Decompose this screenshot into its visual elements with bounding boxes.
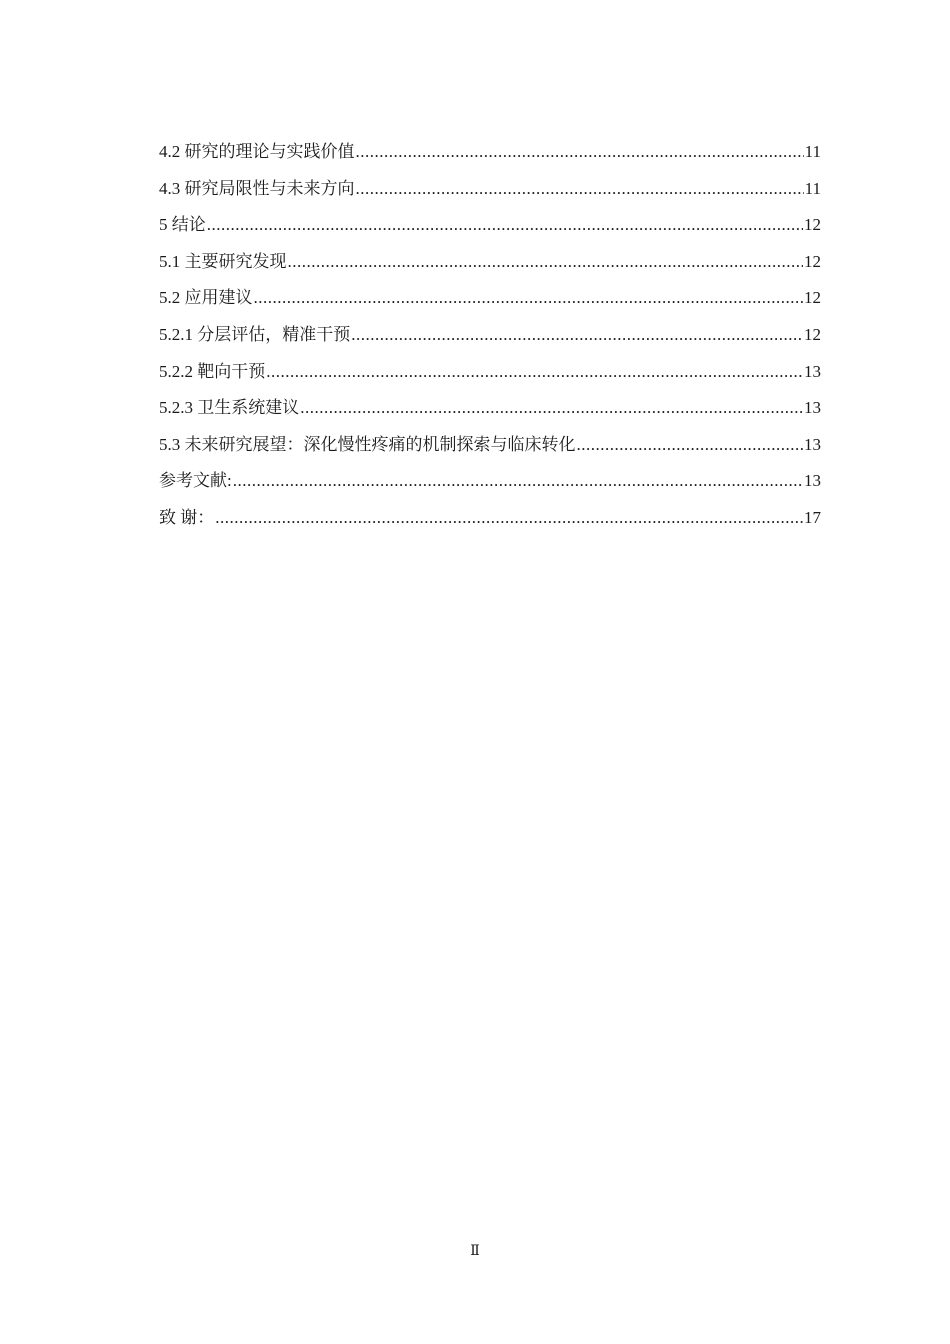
- toc-entry[interactable]: [159, 134, 821, 171]
- toc-dot-leader: [356, 171, 804, 208]
- toc-dot-leader: [577, 427, 804, 464]
- toc-entry-title: 5.3 未来研究展望：深化慢性疼痛的机制探索与临床转化: [159, 434, 576, 454]
- toc-entry[interactable]: [159, 280, 821, 317]
- toc-dot-leader: [266, 354, 803, 391]
- toc-dot-leader: [300, 390, 803, 427]
- page-number: Ⅱ: [470, 1244, 480, 1259]
- toc-entry[interactable]: [159, 171, 821, 208]
- toc-dot-leader: [288, 244, 804, 281]
- toc-entry-page-number: 17: [804, 507, 821, 527]
- toc-entry-page-number: 12: [804, 288, 821, 308]
- toc-dot-leader: [233, 463, 803, 500]
- toc-entry-title: 4.3 研究局限性与未来方向: [159, 178, 355, 198]
- toc-entry[interactable]: [159, 500, 821, 537]
- toc-entry[interactable]: [159, 317, 821, 354]
- toc-entry[interactable]: [159, 427, 821, 464]
- toc-dot-leader: [254, 280, 804, 317]
- toc-entry[interactable]: [159, 390, 821, 427]
- toc-dot-leader: [351, 317, 803, 354]
- toc-entry-title: 致 谢：: [159, 507, 215, 527]
- toc-entry-page-number: 13: [804, 398, 821, 418]
- table-of-contents: [159, 134, 821, 537]
- toc-entry-title: 5.1 主要研究发现: [159, 251, 287, 271]
- toc-entry-page-number: 12: [804, 251, 821, 271]
- toc-entry-title: 5.2.2 靶向干预: [159, 361, 266, 381]
- toc-entry-title: 5.2.3 卫生系统建议: [159, 398, 300, 418]
- toc-entry-title: 参考文献:: [159, 471, 232, 491]
- toc-entry-page-number: 13: [804, 471, 821, 491]
- toc-entry-page-number: 13: [804, 434, 821, 454]
- toc-entry-page-number: 11: [804, 178, 821, 198]
- toc-entry[interactable]: [159, 354, 821, 391]
- toc-entry[interactable]: [159, 244, 821, 281]
- toc-entry-title: 4.2 研究的理论与实践价值: [159, 142, 355, 161]
- toc-entry-title: 5.2 应用建议: [159, 288, 253, 308]
- toc-entry-page-number: 12: [804, 215, 821, 235]
- toc-entry-title: 5 结论: [159, 215, 206, 235]
- toc-dot-leader: [356, 134, 804, 171]
- toc-entry-page-number: 13: [804, 361, 821, 381]
- toc-entry-title: 5.2.1 分层评估，精准干预: [159, 324, 351, 344]
- toc-entry[interactable]: [159, 207, 821, 244]
- toc-dot-leader: [215, 500, 803, 537]
- toc-entry[interactable]: [159, 463, 821, 500]
- toc-dot-leader: [207, 207, 803, 244]
- toc-entry-page-number: 12: [804, 324, 821, 344]
- toc-entry-page-number: 11: [804, 142, 821, 161]
